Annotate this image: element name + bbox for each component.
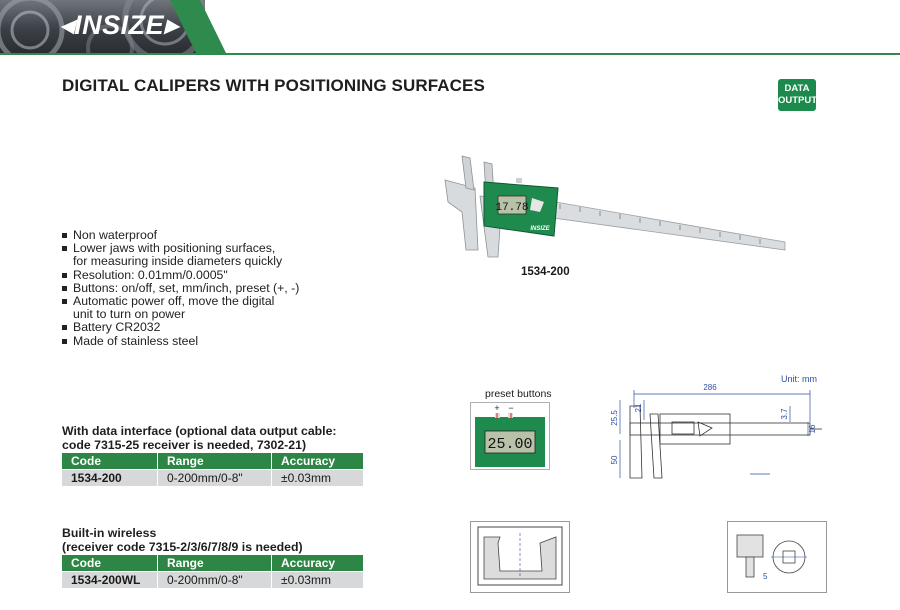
feature-text: Buttons: on/off, set, mm/inch, preset (+, -) <box>73 280 300 295</box>
spec-table-wireless <box>62 555 363 588</box>
header-rule <box>0 53 900 55</box>
section2-title-line1: Built-in wireless <box>62 526 157 540</box>
caliper-display-value: 17.78 <box>495 202 529 214</box>
table-header-row <box>62 555 363 572</box>
dim-beam-width-label: 16 <box>808 424 817 434</box>
preset-buttons-illustration <box>471 403 549 469</box>
feature-text-continued: for measuring inside diameters quickly <box>73 254 283 269</box>
section2-title-line2: (receiver code 7315-2/3/6/7/8/9 is needed) <box>62 539 303 554</box>
product-code-caption: 1534-200 <box>521 266 570 278</box>
cell-code: 1534-200 <box>62 470 158 487</box>
feature-text: Automatic power off, move the digital <box>73 294 275 309</box>
dim-rod-width-label: 5 <box>763 572 768 581</box>
data-output-badge <box>778 79 816 111</box>
preset-plus-label: + <box>494 403 500 413</box>
header-banner <box>0 0 900 55</box>
table-row <box>62 572 363 589</box>
feature-text: Non waterproof <box>73 228 158 242</box>
dimension-drawing <box>600 378 830 488</box>
dim-depth-rod-label: 3.7 <box>780 408 789 420</box>
list-item <box>62 242 299 268</box>
section1-title-line2: code 7315-25 receiver is needed, 7302-21) <box>62 437 307 452</box>
dim-lower-jaw-label: 50 <box>610 455 619 465</box>
table-header-row <box>62 453 363 470</box>
list-item <box>62 335 299 348</box>
header-code: Code <box>62 453 158 470</box>
section-title-data-interface <box>62 425 337 452</box>
dim-upper-jaw-label: 25.5 <box>610 410 619 426</box>
feature-text: Made of stainless steel <box>73 333 199 348</box>
spec-table-data-interface <box>62 453 363 486</box>
cell-code: 1534-200WL <box>62 572 158 589</box>
preset-minus-label: − <box>508 403 514 413</box>
cell-accuracy: ±0.03mm <box>272 470 364 487</box>
caliper-product-image <box>440 152 790 270</box>
insize-logo <box>60 10 178 41</box>
section-title-wireless <box>62 527 303 554</box>
preset-buttons-label: preset buttons <box>485 388 552 400</box>
badge-line2: OUTPUT <box>778 95 818 106</box>
badge-line1: DATA <box>784 83 810 94</box>
page-title: DIGITAL CALIPERS WITH POSITIONING SURFACES <box>62 76 485 95</box>
table-row <box>62 470 363 487</box>
feature-text-continued: unit to turn on power <box>73 307 186 322</box>
header-code: Code <box>62 555 158 572</box>
feature-text: Lower jaws with positioning surfaces, <box>73 241 276 256</box>
logo-arrow-right-icon: ▸ <box>164 10 179 40</box>
dim-inner-jaw-label: 21 <box>634 403 643 413</box>
header-range: Range <box>158 453 272 470</box>
cell-range: 0-200mm/0-8" <box>158 470 272 487</box>
preset-buttons-image <box>470 402 550 470</box>
unit-label: Unit: mm <box>781 374 817 384</box>
header-accuracy: Accuracy <box>272 453 364 470</box>
caliper-body-logo: INSIZE <box>530 226 550 232</box>
section1-title-line1: With data interface (optional data output cable: <box>62 424 337 438</box>
header-accuracy: Accuracy <box>272 555 364 572</box>
logo-text: INSIZE <box>74 10 165 40</box>
cell-range: 0-200mm/0-8" <box>158 572 272 589</box>
list-item <box>62 295 299 321</box>
logo-arrow-left-icon: ◂ <box>60 10 75 40</box>
feature-text: Resolution: 0.01mm/0.0005" <box>73 267 228 282</box>
preset-display-value: 25.00 <box>487 436 533 453</box>
cell-accuracy: ±0.03mm <box>272 572 364 589</box>
feature-list <box>62 229 299 348</box>
dim-length-label: 286 <box>703 383 717 392</box>
depth-rod-detail-image <box>727 521 827 593</box>
feature-text: Battery CR2032 <box>73 320 161 335</box>
header-range: Range <box>158 555 272 572</box>
jaw-section-detail-image <box>470 521 570 593</box>
